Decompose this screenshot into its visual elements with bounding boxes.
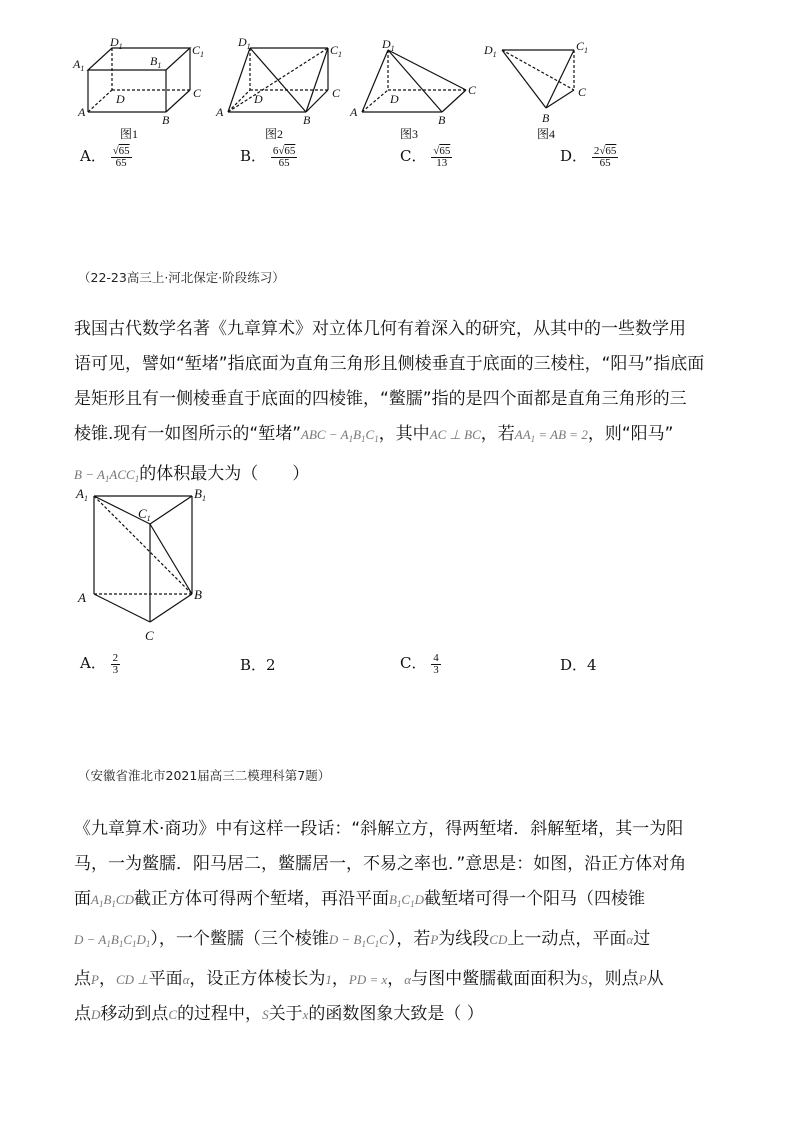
cube-figures: [70, 34, 589, 146]
figure-1-cuboid: [88, 48, 190, 112]
figure-1-labels: [72, 35, 204, 127]
svg-text:D: D: [390, 92, 399, 106]
q2-line-3: 是矩形且有一侧棱垂直于底面的四棱锥，“鳖臑”指的是四个面都是直角三角形的三: [74, 389, 687, 409]
option-letter: D．: [560, 147, 588, 165]
figure-4-labels: [483, 39, 588, 125]
q2-option-a[interactable]: A． $\frac{2}{3}$: [80, 651, 119, 676]
q2-line-1: 我国古代数学名著《九章算术》对立体几何有着深入的研究，从其中的一些数学用: [74, 319, 686, 339]
svg-text:B: B: [542, 111, 550, 125]
q2-source: （22-23高三上·河北保定·阶段练习）: [78, 270, 285, 285]
svg-text:B: B: [194, 587, 202, 602]
figure-1-caption: 图1: [120, 127, 139, 141]
q3-line-5: 点P，CD ⊥平面α，设正方体棱长为1，PD = x，α与图中鳖臑截面面积为S，则点P从: [74, 969, 664, 989]
svg-text:B1: $B_1$: [150, 54, 162, 70]
q3-line-6: 点D移动到点C的过程中，S关于x的函数图象大致是（ ）: [74, 1004, 484, 1024]
option-letter: C．: [400, 147, 427, 165]
q3-source: （安徽省淮北市2021届高三二模理科第7题）: [78, 768, 331, 783]
q2-line-4: 棱锥.现有一如图所示的“堑堵”ABC − $A_1B_1C_1$，其中AC ⊥ BC，若$AA_1$ = AB = 2，则“阳马”: [74, 424, 674, 444]
svg-text:C1: $C_1$: [576, 39, 589, 55]
figure-4-tetrahedron: [502, 50, 574, 108]
option-fraction: $\frac{√65}{13}$: [433, 144, 451, 169]
svg-text:A: A: [78, 590, 86, 605]
q1-option-a[interactable]: [80, 145, 132, 169]
q2-line-5: $B - A_1ACC_1$的体积最大为（ ）: [74, 464, 310, 484]
figure-3-labels: [349, 37, 477, 127]
svg-text:D1: $D_1$: [484, 43, 497, 59]
figure-2-caption: 图2: [265, 127, 284, 141]
option-fraction: $\frac{2√65}{65}$: [593, 144, 617, 169]
q1-option-d[interactable]: [560, 145, 618, 169]
figure-4-caption: 图4: [537, 127, 556, 141]
svg-text:C1: $C_1$: [192, 43, 205, 59]
q2-option-d[interactable]: D．4: [560, 656, 597, 674]
q2-option-c[interactable]: C． $\frac{4}{3}$: [400, 651, 439, 676]
svg-text:C: C: [193, 86, 202, 100]
svg-text:D: D: [254, 92, 263, 106]
q2-stem: [74, 312, 754, 497]
figure-3-solid: [362, 50, 466, 112]
q2-option-b[interactable]: B．2: [240, 656, 276, 674]
svg-text:C1: $C_1$: [138, 506, 151, 523]
svg-text:A: A: [350, 105, 358, 119]
q3-line-3: 面$A_1B_1CD$截正方体可得两个堑堵，再沿平面$B_1C_1D$截堑堵可得一个阳马（四棱锥: [74, 889, 645, 909]
svg-text:D1: $D_1$: [238, 35, 251, 51]
svg-text:B: B: [303, 113, 311, 127]
svg-text:A: A: [216, 105, 224, 119]
figure-3-caption: 图3: [400, 127, 419, 141]
svg-text:C: C: [578, 85, 587, 99]
q3-line-2: 马，一为鳖臑．阳马居二，鳖臑居一，不易之率也．”意思是：如图，沿正方体对角: [74, 854, 687, 874]
q3-line-4: $D - A_1B_1C_1D_1$），一个鳖臑（三个棱锥$D - B_1C_1C$），若P为线段CD上一动点，平面α过: [74, 929, 651, 949]
figure-2-solid: [228, 48, 328, 112]
q1-option-c[interactable]: [400, 145, 452, 169]
svg-text:D: D: [116, 92, 125, 106]
option-letter: B．: [240, 147, 267, 165]
svg-text:C: C: [145, 628, 154, 643]
svg-text:B1: $B_1$: [194, 486, 206, 503]
svg-text:D1: $D_1$: [110, 35, 123, 51]
q1-option-b[interactable]: [240, 145, 297, 169]
q3-line-1: 《九章算术·商功》中有这样一段话：“斜解立方，得两堑堵．斜解堑堵，其一为阳: [74, 819, 684, 839]
svg-text:C: C: [332, 86, 341, 100]
svg-text:B: B: [438, 113, 446, 127]
option-fraction: $\frac{6√65}{65}$: [272, 144, 296, 169]
svg-text:B: B: [162, 113, 170, 127]
svg-text:A1: $A_1$: [76, 486, 88, 503]
svg-text:A1: $A_1$: [73, 57, 85, 73]
svg-text:C: C: [468, 83, 477, 97]
q2-prism-figure: [70, 484, 220, 644]
svg-text:A: A: [78, 105, 86, 119]
svg-text:D1: $D_1$: [382, 37, 395, 53]
option-fraction: $\frac{√65}{65}$: [112, 144, 130, 169]
option-letter: A．: [80, 147, 106, 165]
q2-line-2: 语可见，譬如“堑堵”指底面为直角三角形且侧棱垂直于底面的三棱柱，“阳马”指底面: [74, 354, 705, 374]
svg-text:C1: $C_1$: [330, 43, 343, 59]
q3-stem: [74, 812, 764, 1032]
